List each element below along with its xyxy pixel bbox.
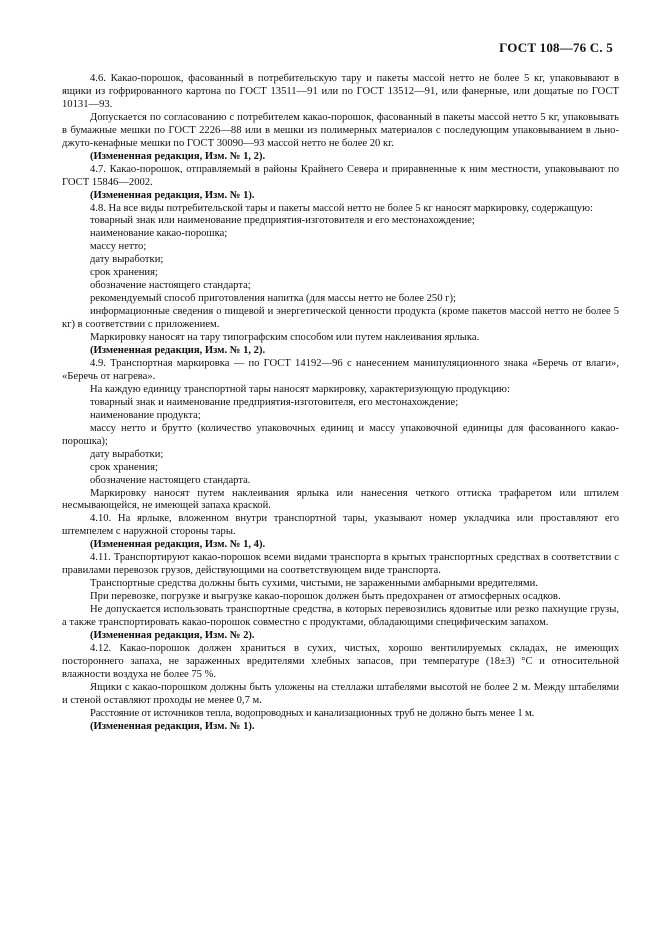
list-item: обозначение настоящего стандарта. bbox=[90, 474, 251, 486]
revision-note: (Измененная редакция, Изм. № 2). bbox=[90, 629, 255, 641]
list-item: срок хранения; bbox=[90, 461, 158, 473]
revision-note: (Измененная редакция, Изм. № 1, 2). bbox=[90, 345, 266, 357]
paragraph: Не допускается использовать транспортные средства, в которых перевозились ядовитые или резко пахнущие грузы, а также транспортировать какао-порошок совместно с продуктами, обладающими специфическим запахом. bbox=[62, 604, 619, 629]
page-header: ГОСТ 108—76 С. 5 bbox=[499, 40, 613, 55]
paragraph: 4.8. На все виды потребительской тары и пакеты массой нетто не более 5 кг наносят маркировку, содержащую: bbox=[90, 202, 593, 214]
paragraph: 4.6. Какао-порошок, фасованный в потребительскую тару и пакеты массой нетто не более 5 кг, упаковывают в ящики из гофрированного картона по ГОСТ 13511—91 или по ГОСТ 13512—91, или фанерные, или дощатые по ГОСТ 10131—93. bbox=[62, 73, 619, 110]
revision-note: (Измененная редакция, Изм. № 1, 2). bbox=[90, 150, 266, 162]
list-item: срок хранения; bbox=[90, 267, 158, 279]
list-item: товарный знак и наименование предприятия-изготовителя, его местонахождение; bbox=[90, 396, 459, 408]
paragraph: 4.11. Транспортируют какао-порошок всеми видами транспорта в крытых транспортных средствах в соответствии с правилами перевозок грузов, действующими на соответствующем виде транспорта. bbox=[62, 552, 619, 577]
revision-note: (Измененная редакция, Изм. № 1). bbox=[90, 189, 255, 201]
paragraph: 4.7. Какао-порошок, отправляемый в районы Крайнего Севера и приравненные к ним местности, упаковывают по ГОСТ 15846—2002. bbox=[62, 163, 619, 188]
paragraph: 4.12. Какао-порошок должен храниться в сухих, чистых, хорошо вентилируемых складах, не имеющих постороннего запаха, не зараженных вредителями хлебных запасов, при температуре (18±3) °С и относительной влажности воздуха не более 75 %. bbox=[62, 642, 619, 680]
paragraph: На каждую единицу транспортной тары наносят маркировку, характеризующую продукцию: bbox=[90, 383, 510, 395]
paragraph: При перевозке, погрузке и выгрузке какао-порошок должен быть предохранен от атмосферных осадков. bbox=[90, 591, 561, 603]
list-item: массу нетто; bbox=[90, 241, 147, 253]
paragraph: Транспортные средства должны быть сухими, чистыми, не зараженными амбарными вредителями. bbox=[90, 578, 538, 590]
paragraph: Маркировку наносят на тару типографским способом или путем наклеивания ярлыка. bbox=[90, 332, 480, 344]
revision-note: (Измененная редакция, Изм. № 1). bbox=[90, 720, 255, 732]
paragraph: Ящики с какао-порошком должны быть уложены на стеллажи штабелями высотой не более 2 м. Между штабелями и стеной оставляют проходы не менее 0,7 м. bbox=[62, 681, 619, 706]
list-item: дату выработки; bbox=[90, 254, 164, 266]
list-item: обозначение настоящего стандарта; bbox=[90, 280, 251, 292]
list-item: дату выработки; bbox=[90, 448, 164, 460]
list-item: наименование продукта; bbox=[90, 409, 201, 421]
paragraph: 4.9. Транспортная маркировка — по ГОСТ 14192—96 с нанесением манипуляционного знака «Беречь от влаги», «Беречь от нагрева». bbox=[62, 357, 619, 382]
list-item: рекомендуемый способ приготовления напитка (для массы нетто не более 250 г); bbox=[90, 293, 456, 305]
revision-note: (Измененная редакция, Изм. № 1, 4). bbox=[90, 539, 266, 551]
list-item: наименование какао-порошка; bbox=[90, 228, 228, 240]
document-body bbox=[62, 73, 619, 734]
list-item: товарный знак или наименование предприятия-изготовителя и его местонахождение; bbox=[90, 215, 475, 227]
paragraph: 4.10. На ярлыке, вложенном внутри транспортной тары, указывают номер укладчика или проставляют его штемпелем с наружной стороны тары. bbox=[62, 513, 619, 538]
paragraph: Расстояние от источников тепла, водопроводных и канализационных труб не должно быть менее 1 м. bbox=[90, 707, 535, 719]
paragraph: Допускается по согласованию с потребителем какао-порошок, фасованный в пакеты массой нетто 5 кг, упаковывать в бумажные мешки по ГОСТ 2226—88 или в мешки из полимерных материалов с последующим упаковыванием в льно-джуто-кенафные мешки по ГОСТ 30090—93 массой нетто не более 20 кг. bbox=[62, 111, 619, 149]
paragraph: информационные сведения о пищевой и энергетической ценности продукта (кроме пакетов массой нетто не более 5 кг) в соответствии с приложением. bbox=[62, 306, 619, 331]
paragraph: массу нетто и брутто (количество упаковочных единиц и массу упаковочной единицы для фасованного какао-порошка); bbox=[62, 422, 619, 447]
paragraph: Маркировку наносят путем наклеивания ярлыка или нанесения четкого оттиска трафаретом или штилем несмывающейся, не имеющей запаха краской. bbox=[62, 487, 619, 512]
